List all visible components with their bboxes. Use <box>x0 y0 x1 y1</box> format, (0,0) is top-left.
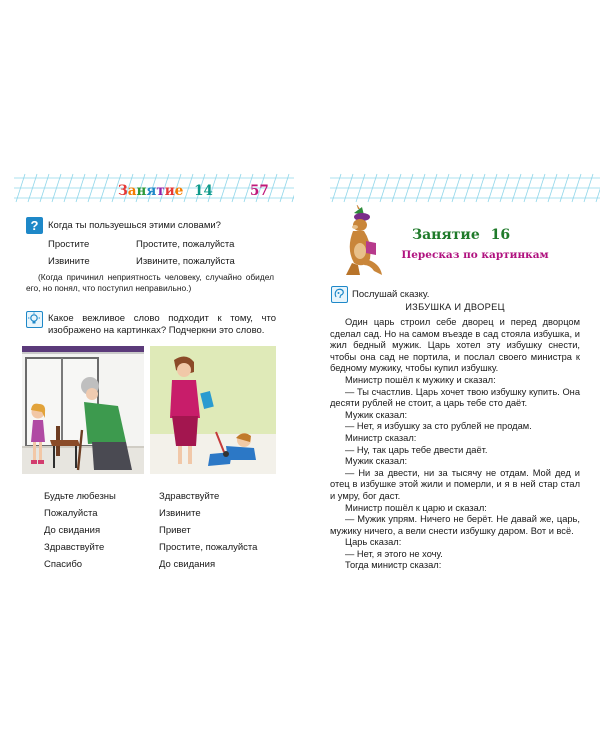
story-paragraph: Мужик сказал: <box>345 409 408 420</box>
illustration-girl-and-grandmother <box>22 346 144 474</box>
story-paragraph: — Нет, я этого не хочу. <box>345 548 443 559</box>
ear-glyph <box>332 287 346 301</box>
story-title: ИЗБУШКА И ДВОРЕЦ <box>405 302 505 312</box>
header-hatch-right <box>330 172 600 206</box>
story-paragraph: — Ты счастлив. Царь хочет твою избушку купить. Она десяти рублей не стоит, а царь тебе сто даёт. <box>330 386 580 409</box>
word-col1-2: Пожалуйста <box>44 508 98 519</box>
word-col1-4: Здравствуйте <box>44 542 105 553</box>
word-col1-5: Спасибо <box>44 559 83 570</box>
story-paragraph: Министр пошёл к мужику и сказал: <box>345 374 496 385</box>
title-letter: а <box>127 183 137 199</box>
story-paragraph: — Нет, я избушку за сто рублей не продам. <box>345 421 532 432</box>
title-letter: я <box>146 183 157 199</box>
title-letter: н <box>136 183 147 199</box>
word-col2-2: Извините <box>159 508 201 519</box>
title-letter: З <box>118 183 128 199</box>
story-paragraph: — Ни за двести, ни за тысячу не отдам. Мой дед и отец в избушке этой жили и померли, и я в ней стар стал и умру, бог даст. <box>330 467 580 501</box>
listen-prompt: Послушай сказку. <box>352 289 430 300</box>
story-paragraph: — Мужик упрям. Ничего не берёт. Не давай же, царь, мужику ничего, а вели снести избушку даром. Вот и всё. <box>330 514 580 536</box>
title-letter: т <box>156 183 165 199</box>
story-paragraph: Тогда министр сказал: <box>345 560 442 571</box>
lesson-number: 16 <box>490 227 511 243</box>
story-paragraph: Министр сказал: <box>345 432 417 443</box>
hatch-pattern <box>330 172 600 206</box>
illustration-woman-and-boy <box>150 346 276 474</box>
task2-question: Какое вежливое слово подходит к тому, что изображено на картинках? Подчеркни это слово. <box>48 313 276 336</box>
title-letter: е <box>174 183 184 199</box>
task1-row1-right: Простите, пожалуйста <box>136 239 235 250</box>
lesson-number: 14 <box>194 183 213 199</box>
story-paragraph: Мужик сказал: <box>345 456 408 467</box>
page-number: 57 <box>250 183 269 199</box>
listen-icon <box>331 286 348 303</box>
lightbulb-icon <box>26 311 43 328</box>
classroom-scene <box>150 346 276 474</box>
lesson-label-colored <box>118 183 183 199</box>
lesson-subtitle: Пересказ по картинкам <box>401 249 549 261</box>
lesson-label: Занятие <box>412 227 480 243</box>
kangaroo-with-hat-icon <box>340 205 384 279</box>
task1-row2-left: Извините <box>48 256 90 267</box>
lesson-title <box>118 183 213 199</box>
story-paragraph: — Ну, так царь тебе двести даёт. <box>345 444 488 455</box>
word-col2-4: Простите, пожалуйста <box>159 542 258 553</box>
question-mark-icon: ? <box>26 217 43 234</box>
task1-row1-left: Простите <box>48 239 90 250</box>
word-col1-3: До свидания <box>44 525 101 536</box>
story-text <box>330 317 580 572</box>
story-paragraph: Царь сказал: <box>345 537 402 548</box>
word-col2-3: Привет <box>159 525 191 536</box>
lightbulb-glyph <box>27 312 41 326</box>
story-paragraph: Министр пошёл к царю и сказал: <box>345 502 487 513</box>
task1-note: (Когда причинил неприятность человеку, случайно обидел его, но понял, что поступил неправильно.) <box>26 272 274 293</box>
word-col2-1: Здравствуйте <box>159 491 220 502</box>
word-col2-5: До свидания <box>159 559 216 570</box>
kangaroo-glyph <box>340 205 384 279</box>
right-page <box>300 0 600 750</box>
task1-question: Когда ты пользуешься этими словами? <box>48 220 221 231</box>
lesson-title-right <box>412 227 510 243</box>
word-col1-1: Будьте любезны <box>44 491 116 502</box>
bus-scene <box>22 346 144 474</box>
story-paragraph: Один царь строил себе дворец и перед дворцом сделал сад. Но на самом въезде в сад стояла избушка, и жил бедный мужик. Царь хотел эту избушку снести, чтобы она сад не портила, и послал своего министра к бедному мужику, чтобы купил избушку. <box>330 317 580 374</box>
task1-row2-right: Извините, пожалуйста <box>136 256 235 267</box>
title-letter: и <box>164 183 175 199</box>
